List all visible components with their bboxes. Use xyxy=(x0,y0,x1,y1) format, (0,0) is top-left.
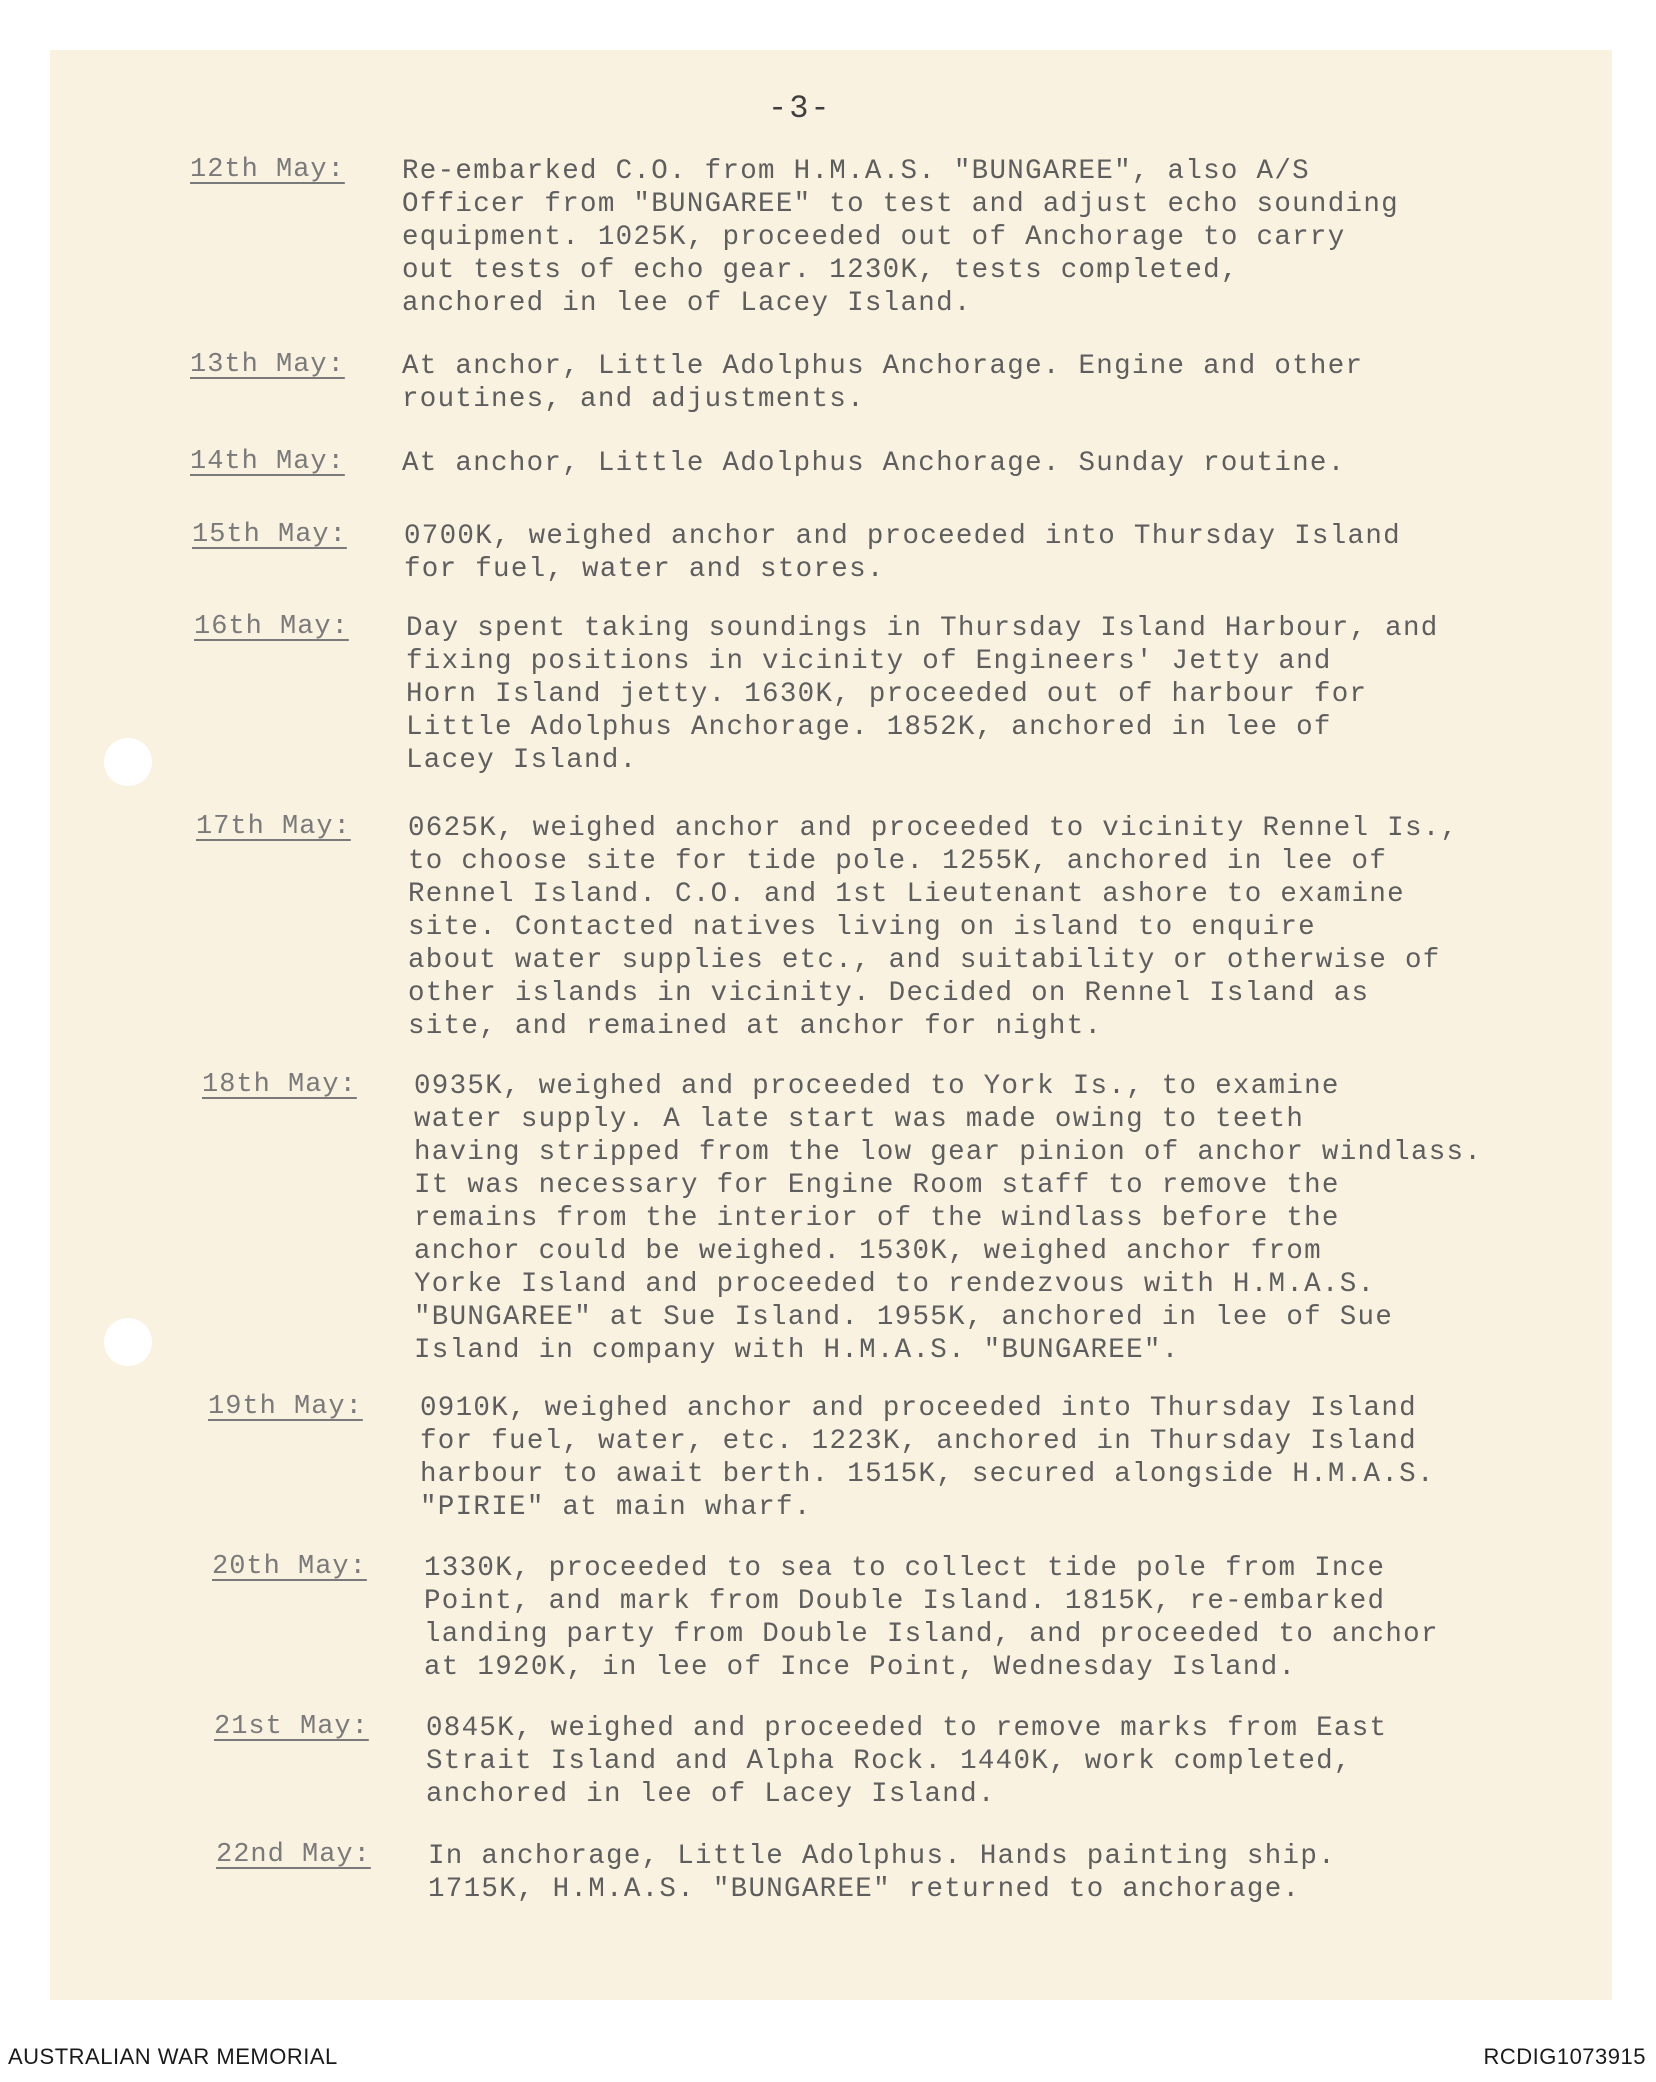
entry-text: 0935K, weighed and proceeded to York Is., to examine water supply. A late start was made owing to teeth having stripped from the low gear pinion of anchor windlass. It was necessary for Engine Room staff to remove the remains from the interior of the windlass before the anchor could be weighed. 1530K, weighed anchor from Yorke Island and proceeded to rendezvous with H.M.A.S. "BUNGAREE" at Sue Island. 1955K, anchored in lee of Sue Island in company with H.M.A.S. "BUNGAREE". xyxy=(414,1071,1483,1366)
footer-institution: AUSTRALIAN WAR MEMORIAL xyxy=(8,2044,338,2069)
entry-date: 12th May: xyxy=(190,155,345,185)
entry-text: In anchorage, Little Adolphus. Hands painting ship. 1715K, H.M.A.S. "BUNGAREE" returned to anchorage. xyxy=(428,1841,1336,1905)
entry-text: Day spent taking soundings in Thursday Island Harbour, and fixing positions in vicinity of Engineers' Jetty and Horn Island jetty. 1630K, proceeded out of harbour for Little Adolphus Anchorage. 1852K, anchored in lee of Lacey Island. xyxy=(406,613,1439,776)
entry-text: 0845K, weighed and proceeded to remove marks from East Strait Island and Alpha Rock. 1440K, work completed, anchored in lee of Lacey Island. xyxy=(426,1713,1388,1810)
entry-date: 19th May: xyxy=(208,1392,363,1422)
entry-text: 0910K, weighed anchor and proceeded into Thursday Island for fuel, water, etc. 1223K, anchored in Thursday Island harbour to await berth. 1515K, secured alongside H.M.A.S. "PIRIE" at main wharf. xyxy=(420,1393,1435,1523)
entry-date: 22nd May: xyxy=(216,1840,371,1870)
entry-date: 18th May: xyxy=(202,1070,357,1100)
punch-hole xyxy=(104,738,152,786)
entry-date: 21st May: xyxy=(214,1712,369,1742)
entry-text: 0625K, weighed anchor and proceeded to vicinity Rennel Is., to choose site for tide pole. 1255K, anchored in lee of Rennel Island. C.O. and 1st Lieutenant ashore to examine site. Contacted natives living on island to enquire about water supplies etc., and suitability or otherwise of other islands in vicinity. Decided on Rennel Island as site, and remained at anchor for night. xyxy=(408,813,1459,1042)
entry-date: 13th May: xyxy=(190,350,345,380)
entry-date: 17th May: xyxy=(196,812,351,842)
entry-text: 1330K, proceeded to sea to collect tide pole from Ince Point, and mark from Double Island. 1815K, re-embarked landing party from Double Island, and proceeded to anchor at 1920K, in lee of Ince Point, Wednesday Island. xyxy=(424,1553,1439,1683)
entry-date: 20th May: xyxy=(212,1552,367,1582)
footer-record-id: RCDIG1073915 xyxy=(1483,2044,1646,2069)
entry-date: 15th May: xyxy=(192,520,347,550)
entry-text: 0700K, weighed anchor and proceeded into Thursday Island for fuel, water and stores. xyxy=(404,521,1401,585)
punch-hole xyxy=(104,1318,152,1366)
entry-text: Re-embarked C.O. from H.M.A.S. "BUNGAREE", also A/S Officer from "BUNGAREE" to test and adjust echo sounding equipment. 1025K, proceeded out of Anchorage to carry out tests of echo gear. 1230K, tests completed, anchored in lee of Lacey Island. xyxy=(402,156,1399,319)
entry-text: At anchor, Little Adolphus Anchorage. Sunday routine. xyxy=(402,448,1346,479)
page-number: -3- xyxy=(768,90,832,127)
entry-text: At anchor, Little Adolphus Anchorage. Engine and other routines, and adjustments. xyxy=(402,351,1364,415)
entry-date: 16th May: xyxy=(194,612,349,642)
entry-date: 14th May: xyxy=(190,447,345,477)
